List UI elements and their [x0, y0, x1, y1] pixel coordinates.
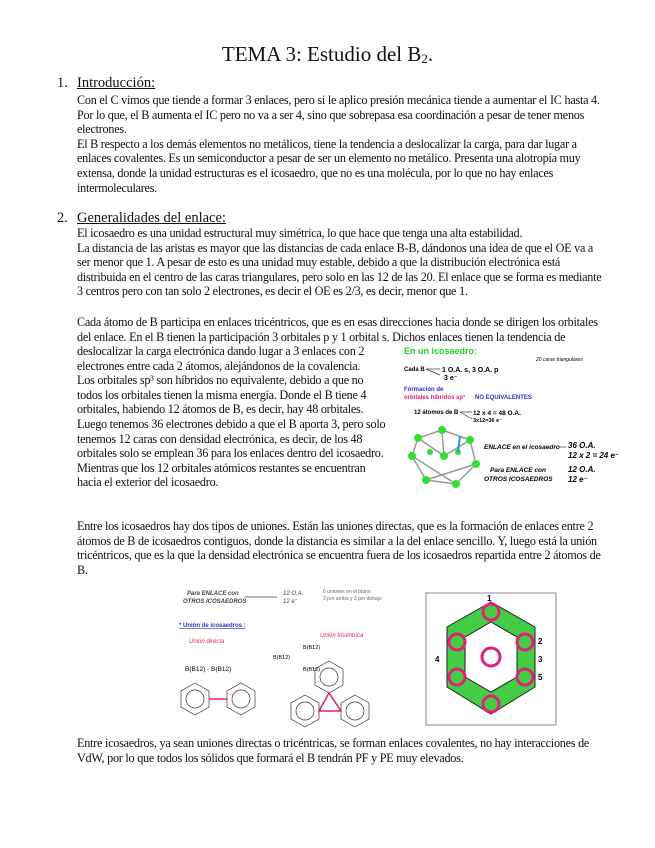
section-label: Introducción:	[77, 75, 156, 91]
text-line: tricéntricos, que es la que la densidad electrónica se encuentra fuera de los icosaedros repartida entre 2 átomos de	[77, 548, 601, 563]
fig-otros: OTROS ICOSAEDROS	[484, 476, 553, 483]
text-line: todos los orbitales tienen la misma energía. Donde el B tiene 4	[77, 387, 367, 402]
fig-r3: 12 O.A.	[568, 465, 596, 474]
fig2-tric: Unión tricéntrica	[320, 633, 364, 639]
icosahedron-figure	[400, 344, 630, 490]
fig2-oa: 12 O.A.	[283, 591, 304, 597]
text-line: orbitales solo se emplean 36 para los enlaces dentro del icosaedro.	[77, 446, 384, 461]
fig2-directa: Unión directa	[189, 639, 225, 645]
fig3-l3: 3	[538, 655, 543, 664]
text-line: tenemos 12 caras con densidad electrónica, es decir, de los 48	[77, 431, 363, 446]
fig3-l2: 2	[538, 637, 543, 646]
text-line: enlaces covalentes. Es un semiconductor a pesar de ser un elemento no metálico. Presenta una alotropía muy	[77, 151, 581, 166]
fig3-l4: 4	[435, 655, 440, 664]
title-text: TEMA 3: Estudio del B	[221, 42, 422, 66]
fig-heading: En un icosaedro:	[404, 346, 478, 356]
section-number: 2.	[57, 210, 68, 226]
fig-calc1: 12 x 4 = 48 O.A.	[473, 410, 521, 417]
fig-noeq: NO EQUIVALENTES	[475, 395, 532, 401]
intro-paragraph	[77, 93, 600, 195]
fig2-otros: OTROS ICOSAEDROS	[183, 599, 247, 605]
fig-oa: 1 O.A. s, 3 O.A. p	[442, 367, 499, 374]
fig-r4: 12 e⁻	[568, 475, 588, 484]
text-line: del enlace. En el B tienen la participación 3 orbitales p y 1 orbital s. Dichos enlaces tienen la tendencia de	[77, 329, 566, 344]
title-end: .	[427, 42, 434, 66]
title-subscript: 2	[421, 51, 428, 66]
fig-enlace: ENLACE en el icosaedro	[484, 444, 560, 451]
text-line: electrones entre cada 2 átomos, alejándonos de la covalencia.	[77, 358, 361, 373]
cada-atomo-paragraph	[77, 315, 598, 344]
fig-hibridos: orbitales híbridos sp³	[404, 395, 466, 401]
fig2-b2: B(B12)	[303, 645, 321, 651]
text-line: electrones.	[77, 122, 127, 137]
text-line: Entre icosaedros, ya sean uniones directas o tricéntricas, se forman enlaces covalentes, no hay interacciones de	[77, 736, 590, 750]
fig3-l5: 5	[538, 673, 543, 682]
fig-r2: 12 x 2 = 24 e⁻	[568, 451, 620, 460]
text-line: 3 centros pero con tan solo 2 electrones, es decir el OE es 2/3, es decir, menor que 1.	[77, 284, 468, 299]
fig-r1: 36 O.A.	[568, 441, 596, 450]
text-line: El B respecto a los demás elementos no metálicos, tiene la tendencia a deslocalizar la carga, para dar lugar a	[77, 136, 577, 151]
generalidades-paragraph	[77, 226, 601, 299]
fig2-e: 12 e⁻	[283, 599, 298, 605]
uniones-paragraph	[77, 519, 601, 577]
section-label: Generalidades del enlace:	[77, 210, 226, 226]
icosahedron-union-figure	[165, 583, 410, 728]
fig-calc2: 3x12=36 e⁻	[473, 418, 503, 424]
fig-cada-b: Cada B	[404, 367, 425, 373]
fig2-b3: B(B12)	[303, 667, 321, 673]
final-paragraph	[77, 736, 589, 765]
section-heading-generalidades	[57, 210, 226, 227]
text-line: Cada átomo de B participa en enlaces tricéntricos, que es en esas direcciones hacia donde se dirigen los orbitales	[77, 315, 598, 329]
text-line: Los orbitales sp³ son híbridos no equivalente, debido a que no	[77, 373, 364, 388]
fig-formacion: Formación de	[404, 387, 444, 393]
text-line: extensa, donde la unidad estructuras es el icosaedro, que no es una molécula, por lo que no hay enlaces	[77, 165, 554, 180]
icosahedron-network-figure	[425, 592, 557, 726]
fig2-b1: B(B12)	[273, 655, 291, 661]
text-line: Luego tenemos 36 electrones debido a que el B aporta 3, pero solo	[77, 416, 386, 431]
fig2-bb: B(B12) - B(B12)	[185, 666, 232, 673]
text-line: Entre los icosaedros hay dos tipos de uniones. Están las uniones directas, que es la formación de enlaces entre 2	[77, 519, 594, 533]
text-line: deslocalizar la carga electrónica dando lugar a 3 enlaces con 2	[77, 344, 365, 358]
fig-atomos: 12 átomos de B	[414, 410, 459, 416]
text-line: orbitales, habiendo 12 átomos de B, es decir, hay 48 orbitales.	[77, 402, 364, 417]
text-line: La distancia de las aristas es mayor que las distancias de cada enlace B-B, dándonos una idea de que el OE va a	[77, 240, 594, 255]
fig2-n2: 3 por arriba y 3 por debajo	[323, 596, 382, 602]
text-line: átomos de B de icosaedros contiguos, donde la distancia es similar a la del enlace sencillo. Y, luego está la unión	[77, 533, 597, 548]
text-line: distribuida en el centro de las caras triangulares, pero solo en las 12 de las 20. El enlace que se forma es mediante	[77, 269, 602, 284]
page-title	[0, 42, 655, 67]
text-line: Con el C vimos que tiende a formar 3 enlaces, pero si le aplico presión mecánica tiende a aumentar el IC hasta 4.	[77, 93, 600, 107]
fig-para: Para ENLACE con	[490, 467, 546, 474]
text-line: VdW, por lo que todos los sólidos que formará el B tendrán PF y PE muy elevados.	[77, 750, 464, 765]
text-line: B.	[77, 562, 88, 577]
text-line: Mientras que los 12 orbitales atómicos restantes se encuentran	[77, 460, 366, 475]
fig2-union: * Unión de icosaedros :	[179, 623, 246, 629]
text-line: Por lo que, el B aumenta el IC pero no va a ser 4, sino que sobrepasa esa coordinación a pesar de tener menos	[77, 107, 585, 122]
fig-e: 3 e⁻	[444, 375, 458, 382]
text-line: hacia el exterior del icosaedro.	[77, 475, 219, 490]
fig-caras: 20 caras triangulares	[536, 357, 583, 363]
fig2-para: Para ENLACE con	[187, 591, 239, 597]
text-line: intermoleculares.	[77, 180, 158, 195]
orbitales-paragraph	[77, 344, 385, 490]
section-heading-introduccion	[57, 75, 155, 92]
fig3-l1: 1	[487, 594, 492, 603]
text-line: ser menor que 1. A pesar de esto es una unidad muy estable, debido a que la distribución electrónica está	[77, 255, 561, 270]
text-line: El icosaedro es una unidad estructural muy simétrica, lo que hace que tenga una alta estabilidad.	[77, 226, 523, 240]
section-number: 1.	[57, 75, 68, 91]
fig2-n1: 6 uniones en el plano	[323, 589, 371, 595]
